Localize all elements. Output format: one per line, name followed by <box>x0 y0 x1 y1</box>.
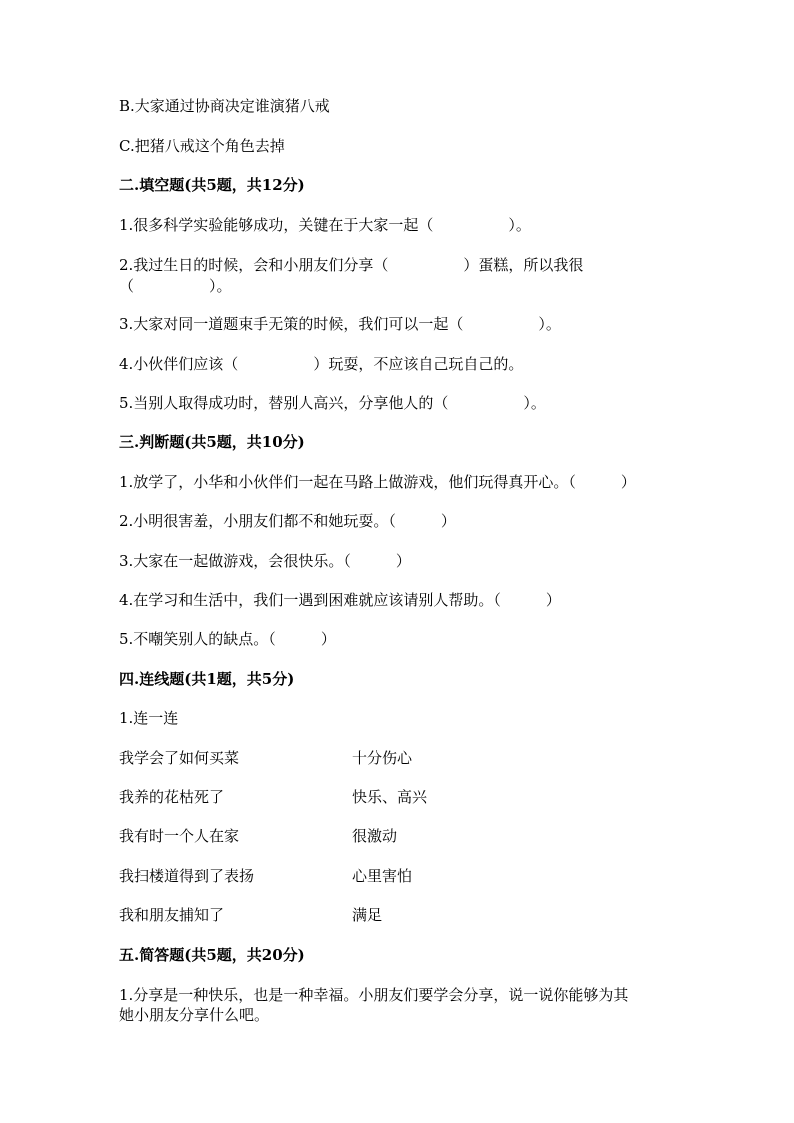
question: 5.当别人取得成功时，替别人高兴，分享他人的（ ）。 <box>119 394 546 412</box>
question: 5.不嘲笑别人的缺点。（ ） <box>119 630 336 648</box>
match-left-item: 我养的花枯死了 <box>119 788 225 806</box>
question: 1.放学了，小华和小伙伴们一起在马路上做游戏，他们玩得真开心。（ ） <box>119 473 636 491</box>
match-left-item: 我扫楼道得到了表扬 <box>119 867 255 885</box>
question: 4.小伙伴们应该（ ）玩耍，不应该自己玩自己的。 <box>119 355 524 373</box>
question: 4.在学习和生活中，我们一遇到困难就应该请别人帮助。（ ） <box>119 591 561 609</box>
question: 1.分享是一种快乐，也是一种幸福。小朋友们要学会分享，说一说你能够为其 <box>119 986 629 1004</box>
option-c: C.把猪八戒这个角色去掉 <box>119 137 285 155</box>
match-left-item: 我学会了如何买菜 <box>119 749 240 767</box>
section-heading-short-answer: 五.简答题(共5题，共20分) <box>119 946 305 964</box>
question-continuation: 她小朋友分享什么吧。 <box>119 1006 270 1024</box>
match-right-item: 快乐、高兴 <box>352 788 428 806</box>
match-right-item: 十分伤心 <box>352 749 413 767</box>
option-b: B.大家通过协商决定谁演猪八戒 <box>119 97 330 115</box>
match-right-item: 心里害怕 <box>352 867 413 885</box>
match-left-item: 我和朋友捕知了 <box>119 906 225 924</box>
question: 3.大家在一起做游戏，会很快乐。（ ） <box>119 552 411 570</box>
question: 1.连一连 <box>119 709 179 727</box>
question: 1.很多科学实验能够成功，关键在于大家一起（ ）。 <box>119 216 531 234</box>
section-heading-fill-blank: 二.填空题(共5题，共12分) <box>119 176 305 194</box>
match-right-item: 满足 <box>352 906 383 924</box>
question: 2.我过生日的时候，会和小朋友们分享（ ）蛋糕，所以我很 <box>119 256 584 274</box>
match-left-item: 我有时一个人在家 <box>119 827 240 845</box>
question-continuation: （ ）。 <box>119 277 232 295</box>
question: 2.小明很害羞，小朋友们都不和她玩耍。（ ） <box>119 512 456 530</box>
match-right-item: 很激动 <box>352 827 398 845</box>
section-heading-true-false: 三.判断题(共5题，共10分) <box>119 433 305 451</box>
section-heading-matching: 四.连线题(共1题，共5分) <box>119 670 295 688</box>
question: 3.大家对同一道题束手无策的时候，我们可以一起（ ）。 <box>119 315 561 333</box>
